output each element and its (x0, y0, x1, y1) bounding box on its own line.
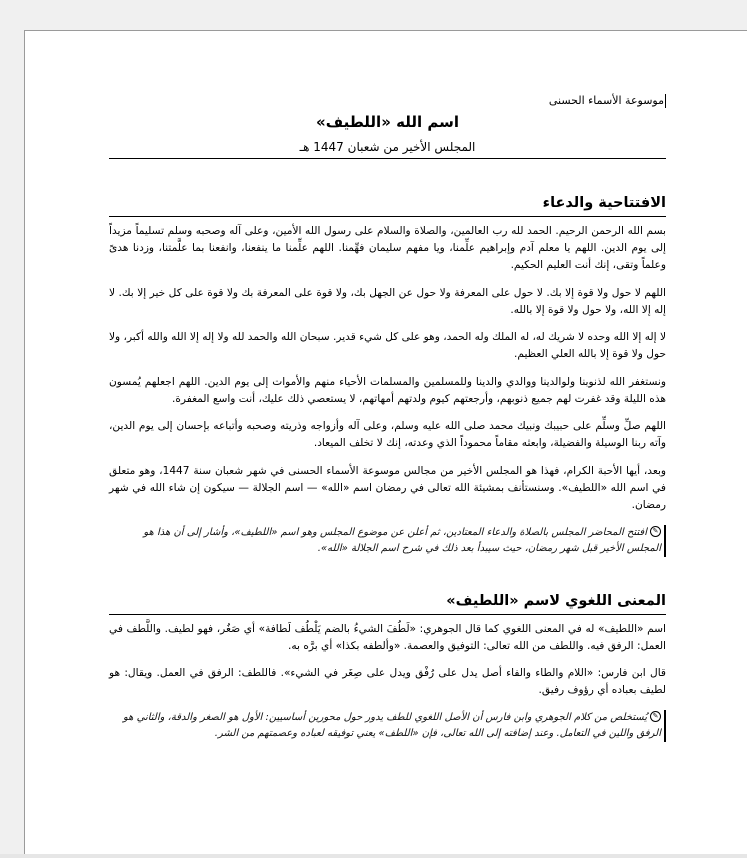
pencil-note-icon: ✎ (650, 711, 661, 722)
document-content (109, 93, 666, 742)
paragraph: ونستغفر الله لذنوبنا ولوالدينا ووالدي والدينا وللمسلمين والمسلمات الأحياء منهم والأموات إلى يوم الدين. اللهم اجعلهم يُمسون هذه الليلة وقد غفرت لهم جميع ذنوبهم، وأرجعتهم كيوم ولدتهم أمهاتهم، لا يستعصي ذلك عليك، أنت واسع المغفرة. (109, 375, 666, 405)
paragraph: اسم «اللطيف» له في المعنى اللغوي كما قال الجوهري: «لَطُفَ الشيءُ بالضم يَلْطُف لَطافة» أي صَغُر، فهو لطيف. واللَّطف في العمل: الرفق فيه. واللطف من الله تعالى: التوفيق والعصمة. «وألطفه بكذا» أي برَّه به. (109, 622, 666, 652)
summary-note (109, 525, 666, 557)
paragraph: بسم الله الرحمن الرحيم. الحمد لله رب العالمين، والصلاة والسلام على رسول الله الأمين، وعلى آله وصحبه وسلم تسليماً مزيداً إلى يوم الدين. اللهم يا معلم آدم وإبراهيم علِّمنا، ويا مفهم سليمان فهِّمنا. اللهم علِّمنا ما ينفعنا، وانفعنا بما علَّمتنا، وزدنا هدىً وعلماً وتقى، إنك أنت العليم الحكيم. (109, 225, 666, 271)
document-page (24, 30, 747, 858)
paragraph: اللهم صلِّ وسلِّم على حبيبك ونبيك محمد صلى الله عليه وسلم، وعلى آله وأزواجه وذريته وصحبه وأتباعه بإحسان إلى يوم الدين، وآته ربنا الوسيلة والفضيلة، وابعثه مقاماً محموداً الذي وعدته، إنك لا تخلف الميعاد. (109, 420, 666, 450)
section-heading-opening: الافتتاحية والدعاء (109, 193, 666, 217)
scroll-area-bottom (0, 854, 747, 858)
paragraph: قال ابن فارس: «اللام والطاء والفاء أصل يدل على رُفْق ويدل على صِغَر في الشيء». فاللطف: الرفق في العمل. ويقال: هو لطيف بعباده أي رؤوف رفيق. (109, 667, 666, 697)
document-subtitle: المجلس الأخير من شعبان 1447 هـ (109, 139, 666, 159)
pencil-note-icon: ✎ (650, 526, 661, 537)
text-cursor (665, 94, 666, 108)
document-title: اسم الله «اللطيف» (316, 113, 459, 131)
note-text: افتتح المحاضر المجلس بالصلاة والدعاء المعتادين، ثم أعلن عن موضوع المجلس وهو اسم «اللطيف»، وأشار إلى أن هذا هو المجلس الأخير قبل شهر رمضان، حيث سيبدأ بعد ذلك في شرح اسم الجلالة «الله». (143, 526, 661, 554)
paragraph: وبعد، أيها الأحبة الكرام، فهذا هو المجلس الأخير من مجالس موسوعة الأسماء الحسنى في شهر شعبان سنة 1447، وهو متعلق في اسم الله «اللطيف». وسنستأنف بمشيئة الله تعالى في رمضان اسم «الله» — اسم الجلالة — سيكون إن شاء الله في شهر رمضان. (109, 464, 667, 511)
paragraph: اللهم لا حول ولا قوة إلا بك. لا حول على المعرفة ولا حول عن الجهل بك، ولا قوة على المعرفة بك ولا قوة على كل خير إلا بك. لا إله إلا الله، ولا حول ولا قوة إلا بالله. (109, 286, 666, 316)
summary-note (109, 710, 666, 742)
section-heading-linguistic: المعنى اللغوي لاسم «اللطيف» (109, 591, 666, 615)
running-title: موسوعة الأسماء الحسنى (548, 94, 664, 107)
running-header[interactable] (109, 93, 666, 109)
note-text: يُستخلص من كلام الجوهري وابن فارس أن الأصل اللغوي للطف يدور حول محورين أساسيين: الأول هو الصغر والدقة، والثاني هو الرفق واللين في التعامل. وعند إضافته إلى الله تعالى، فإن «اللطف» يعني توفيقه لعباده وعصمتهم من الشر. (123, 711, 661, 739)
paragraph: لا إله إلا الله وحده لا شريك له، له الملك وله الحمد، وهو على كل شيء قدير. سبحان الله والحمد لله ولا إله إلا الله والله أكبر، ولا حول ولا قوة إلا بالله العلي العظيم. (109, 331, 666, 361)
